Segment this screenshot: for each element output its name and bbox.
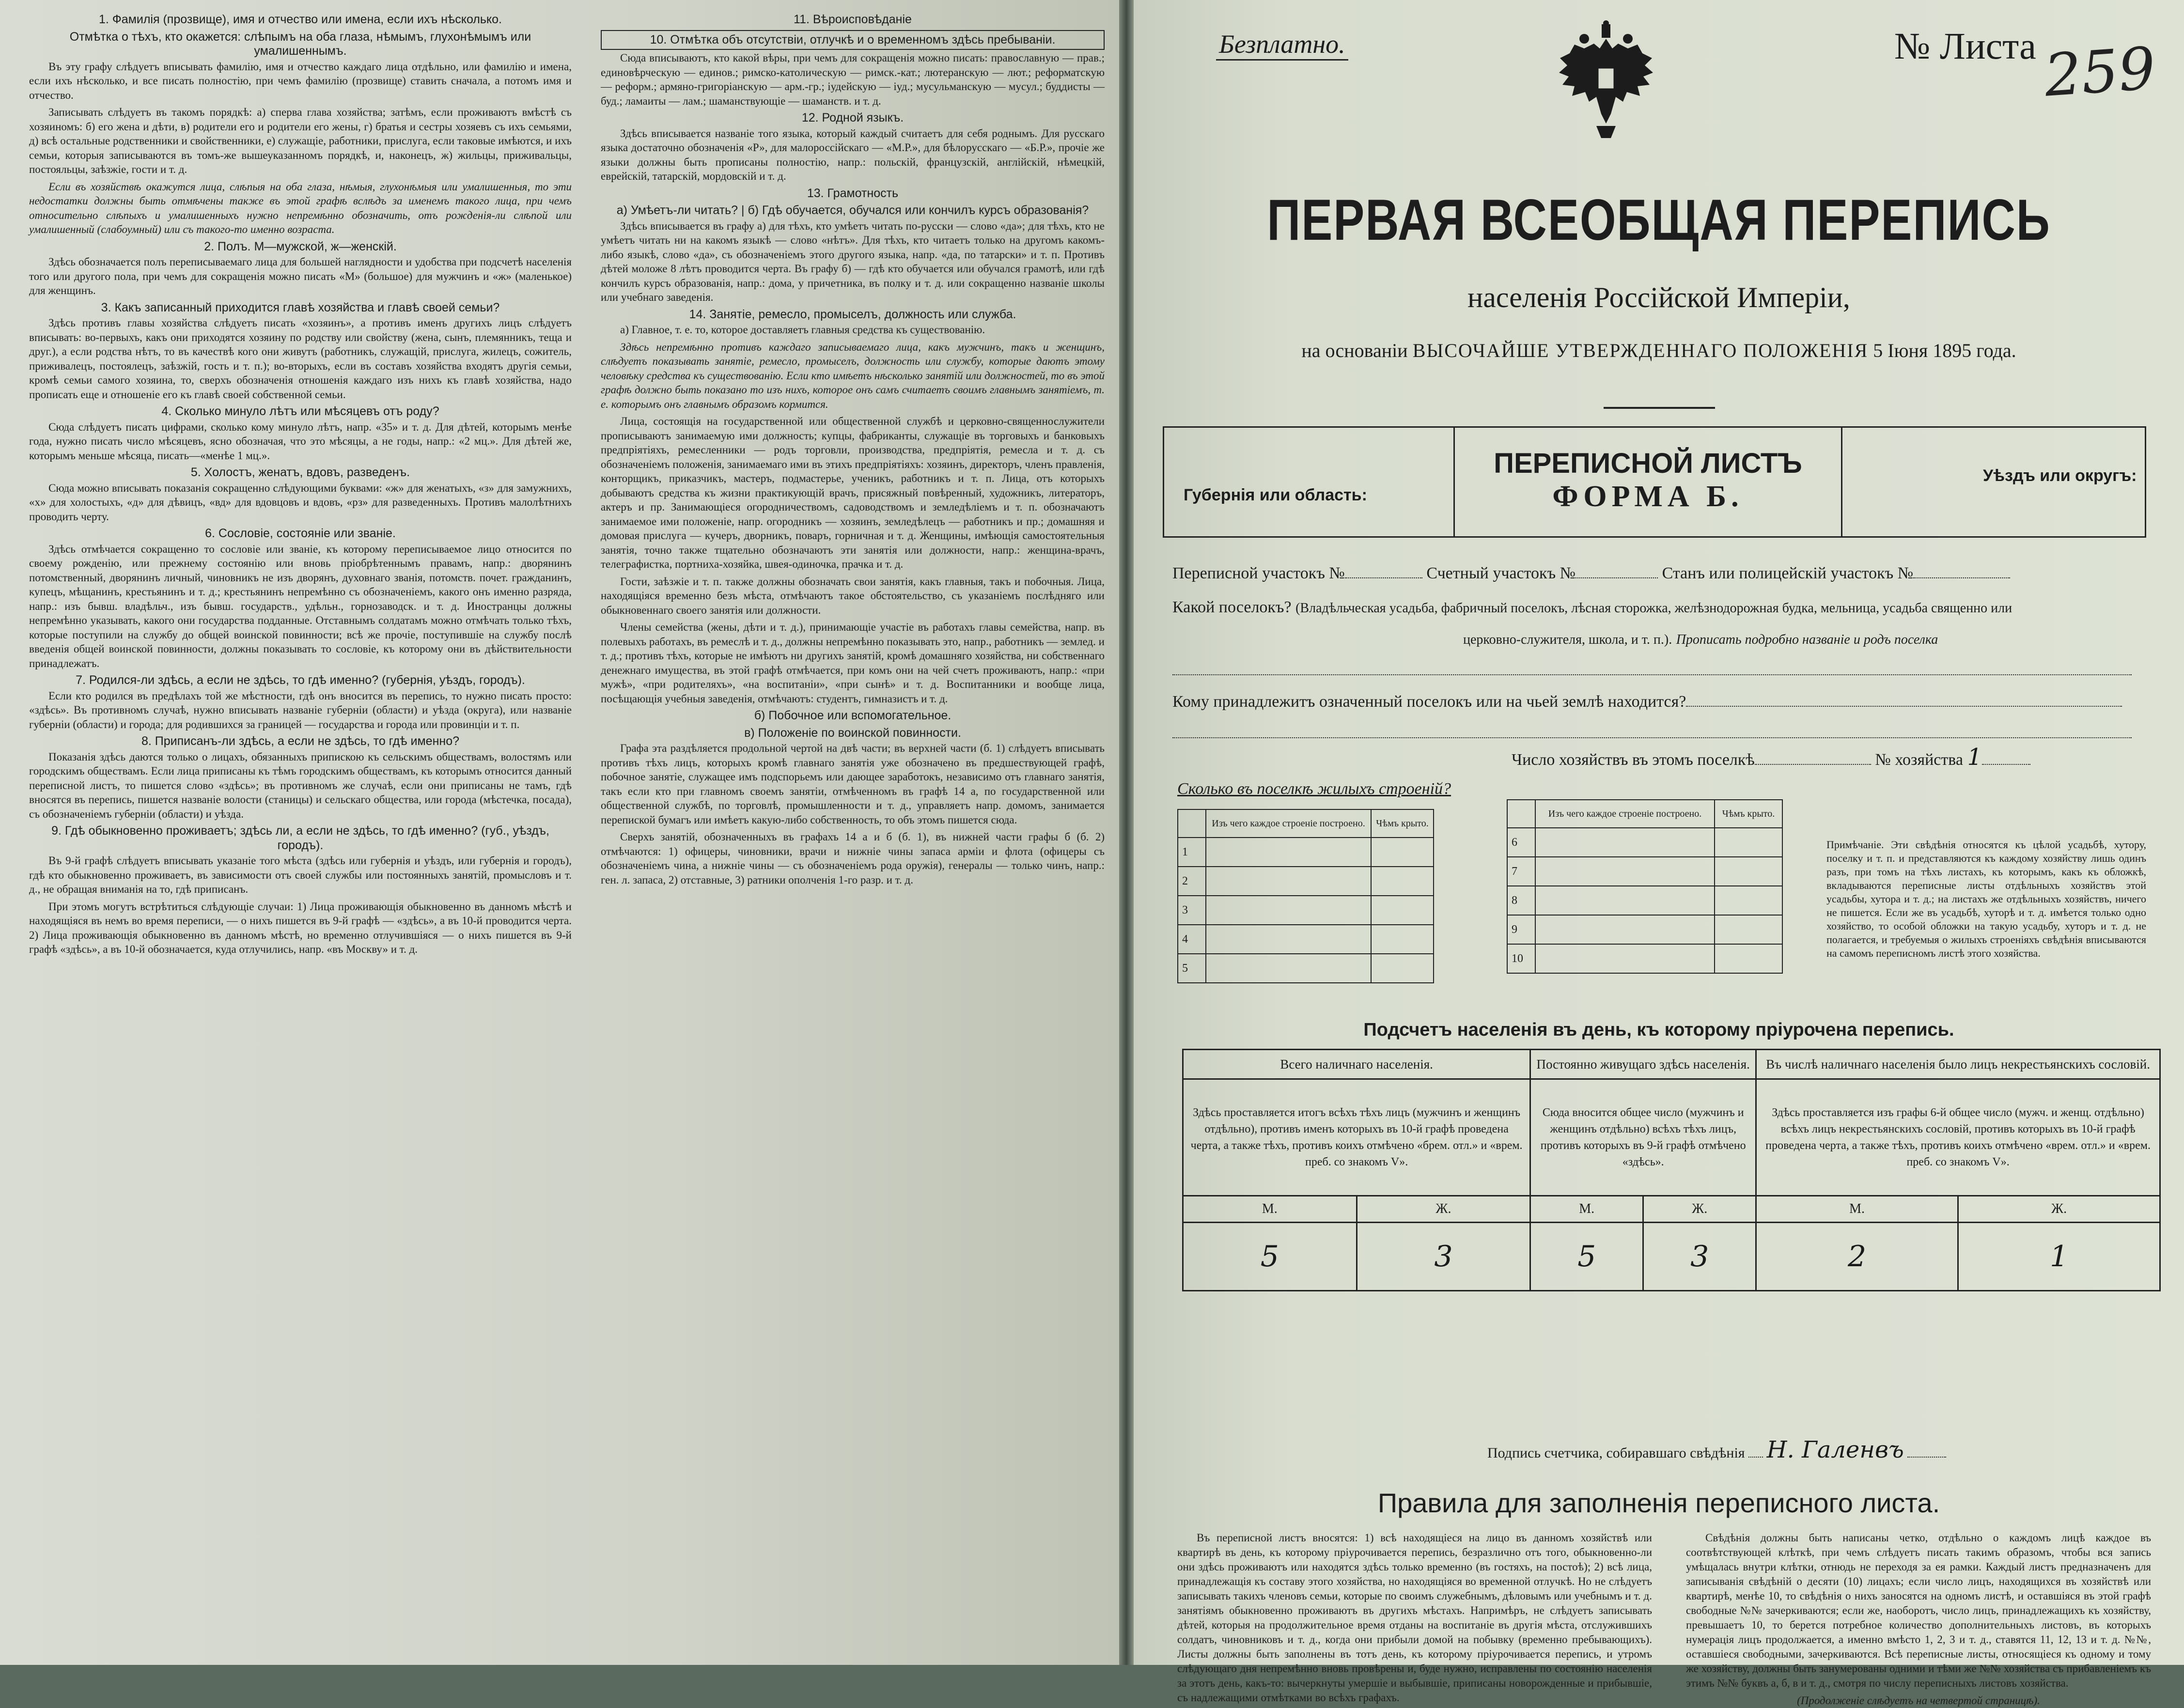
male-count-handwritten: 2 — [1848, 1240, 1867, 1273]
households-row: Число хозяйствъ въ этомъ поселкѣ № хозяйства 1 — [1512, 744, 2030, 771]
male-count-handwritten: 5 — [1260, 1240, 1279, 1273]
female-count-handwritten: 3 — [1690, 1240, 1709, 1273]
instruction-paragraph: Сверхъ занятій, обозначенныхъ въ графахъ 14 а и б (б. 1), въ нижней части графы б (б. 2) отмѣчаются: 1) офицеры, чиновники, врачи и нижніе чины запаса армiи и флота (офицеры съ обозначеніемъ чина, а нижніе чины — съ обозначеніемъ рода оружія), генералы — только чинъ, напр.: ген. л. запаса, 2) отставные, 3) ратники ополченія 1-го разр. и т. д. — [601, 831, 1105, 886]
absence-note-box: 10. Отмѣтка объ отсутствіи, отлучкѣ и о временномъ здѣсь пребываніи. — [601, 30, 1105, 50]
male-column-label: М. — [1530, 1196, 1643, 1223]
location-fields-row: Переписной участокъ № Счетный участокъ № Станъ или полицейскій участокъ № — [1172, 564, 2010, 583]
instructions-column-2 — [601, 10, 1105, 890]
female-column-label: Ж. — [1958, 1196, 2160, 1223]
section-title: 4. Сколько минуло лѣтъ или мѣсяцевъ отъ роду? — [161, 404, 439, 418]
instruction-paragraph: Здѣсь вписывается въ графу а) для тѣхъ, кто умѣетъ читать по-русски — слово «да»; для тѣхъ, кто не умѣетъ читать ни на какомъ языкѣ — слово «нѣтъ». Для тѣхъ, кто читаетъ только на другомъ какомъ-либо языкѣ, слово «да», съ обозначеніемъ этого другого языка, напр. «да, по татарски» и т. п. Противъ дѣтей моложе 8 лѣтъ проводится черта. Въ графу б) — гдѣ кто обучается или обучался грамотѣ, или гдѣ кончилъ курсъ образованія, напр.: дома, у причетника, въ полку и т. д. или сокращенно названіе школы или учебнаго заведенія. — [601, 219, 1105, 303]
count-column-description: Здѣсь проставляется изъ графы 6-й общее число (мужч. и женщ. отдѣльно) всѣхъ лицъ некрестьянскихъ сословій, противъ которыхъ въ 10-й графѣ проведена черта, а также тѣхъ, противъ коихъ отмѣчено «врем. отл.» и «врем. преб. со знакомъ V». — [1756, 1079, 2160, 1196]
instruction-paragraph: Графа эта раздѣляется продольной чертой на двѣ части; въ верхней части (б. 1) слѣдуетъ вписывать противъ тѣхъ лицъ, которыхъ кромѣ главнаго занятія уже обозначено въ предшествующей графѣ, побочное занятіе, служащее имъ подспорьемъ или дающее заработокъ, независимо отъ главнаго занятія, такъ если кто при главномъ своемъ занятіи, отмѣченномъ въ графѣ 14 а, по государственной или общественной службѣ, по торговлѣ, промышленности и т. д., управляетъ напр. домомъ, занимается перепиской бумагъ или имѣетъ какую-либо собственность, то объ этомъ пишется сюда. — [601, 742, 1105, 826]
instructions-column-1 — [29, 10, 572, 960]
female-count-handwritten: 1 — [2049, 1240, 2069, 1273]
buildings-remark: Примѣчаніе. Эти свѣдѣнія относятся къ цѣлой усадьбѣ, хутору, поселку и т. п. и представляются къ каждому хозяйству лишь одинъ разъ, при томъ на тѣхъ листахъ, къ которымъ, какъ къ обложкѣ, вкладываются переписные листы отдѣльныхъ хозяйствъ этой усадьбы, хутора и т. д.; на листахъ же отдѣльныхъ хозяйствъ, ничего не пишется. Если же въ усадьбѣ, хуторѣ и т. д. имѣется только одно хозяйство, то особой обложки на такую усадьбу, хуторъ и т. д. не полагается, и требуемыя о жилыхъ строеніяхъ свѣдѣнія вписываются на самомъ переписномъ листѣ этого хозяйства. — [1826, 838, 2146, 959]
form-header-box — [1163, 426, 2146, 538]
population-count-table — [1182, 1049, 2161, 1291]
count-column-description: Сюда вносится общее число (мужчинъ и женщинъ отдѣльно) всѣхъ тѣхъ лицъ, противъ которыхъ въ 9-й графѣ отмѣчено «здѣсь». — [1530, 1079, 1756, 1196]
count-column-header: Въ числѣ наличнаго населенія было лицъ некрестьянскихъ сословій. — [1756, 1050, 2160, 1079]
section-title: Отмѣтка о тѣхъ, кто окажется: слѣпымъ на оба глаза, нѣмымъ, глухонѣмымъ или умалишеннымъ. — [69, 30, 531, 58]
building-row: 2 — [1178, 867, 1434, 896]
settlement-blank-row — [1172, 661, 2132, 680]
instruction-paragraph: Здѣсь противъ главы хозяйства слѣдуетъ писать «хозяинъ», а противъ именъ другихъ лицъ слѣдуетъ вписывать: во-первыхъ, какъ они приходятся хозяину по родству или свойству (жена, сынъ, племянникъ, теща и друг.), а если родства нѣтъ, то въ качествѣ кого они живутъ (работникъ, служащій, прислуга, жилецъ, сожитель, приживалецъ, постоялецъ, заѣзжій, гость и т. п.); во-вторыхъ, если въ составъ хозяйства входятъ другія семьи, кромѣ семьи самого хозяина, то, сверхъ обозначенія отношенія каждаго изъ нихъ къ главѣ хозяйства, надо прописать еще и отношеніе его къ главѣ своей собственной семьи. — [29, 317, 572, 401]
instruction-paragraph: Показанія здѣсь даются только о лицахъ, обязанныхъ припискою къ сельскимъ обществамъ, волостямъ или городскимъ обществамъ. Если лица приписаны къ тѣмъ городскимъ обществамъ, къ которымъ относится данный переписной листъ, то пишется слово «здѣсь»; въ противномъ же случаѣ, если они приписаны не тамъ, гдѣ вносятся въ перепись, пишется названіе волости (станицы) и сельскаго общества, или города (мѣстечка, посада), съ обозначеніемъ губерніи (области) и уѣзда. — [29, 750, 572, 820]
settlement-type-row-2: церковно-служителя, школа, и т. п.). Прописать подробно названіе и родъ поселка — [1463, 632, 1938, 647]
instruction-paragraph: Если въ хозяйствѣ окажутся лица, слѣпыя на оба глаза, нѣмыя, глухонѣмыя или умалишенныя, то эти недостатки должны быть отмѣчены также въ этой графѣ вслѣдъ за именемъ такого лица, при чемъ относительно слѣпыхъ и умалишенныхъ нужно непремѣнно обозначить, отъ рожденія-ли слѣпой или умалишенный (слабоумный) или съ такого-то именно возраста. — [29, 180, 572, 235]
building-row: 1 — [1178, 838, 1434, 867]
building-row: 10 — [1507, 944, 1782, 973]
count-column-header: Постоянно живущаго здѣсь населенія. — [1530, 1050, 1756, 1079]
building-row: 4 — [1178, 925, 1434, 954]
census-form-page — [1134, 0, 2184, 1707]
section-title: б) Побочное или вспомогательное. — [754, 709, 952, 722]
section-title: 6. Сословіе, состояніе или званіе. — [205, 527, 396, 540]
census-subtitle: населенія Россійской Имперіи, — [1467, 281, 1850, 313]
section-title: 2. Полъ. М—мужской, ж—женскій. — [204, 239, 397, 253]
section-title: 11. Вѣроисповѣданіе — [794, 13, 912, 26]
building-row: 9 — [1507, 915, 1782, 944]
section-title: 7. Родился-ли здѣсь, а если не здѣсь, то гдѣ именно? (губернія, уѣздъ, городъ). — [76, 673, 525, 687]
section-title: 5. Холостъ, женатъ, вдовъ, разведенъ. — [190, 466, 410, 479]
land-owner-row: Кому принадлежитъ означенный поселокъ или на чьей землѣ находится? — [1172, 693, 2122, 711]
section-title: 1. Фамилія (прозвище), имя и отчество или имена, если ихъ нѣсколько. — [98, 13, 502, 26]
building-row: 6 — [1507, 828, 1782, 857]
rules-column-left: Въ переписной листъ вносятся: 1) всѣ находящіеся на лицо въ данномъ хозяйствѣ или квартирѣ въ день, къ которому пріурочивается перепись, безразлично отъ того, обыкновенно-ли они здѣсь проживаютъ или находятся здѣсь только временно (въ гостяхъ, на постоѣ); 2) всѣ лица, принадлежащія къ составу этого хозяйства, но находящіяся во временной отлучкѣ. Но не слѣдуетъ записывать такихъ членовъ семьи, которые по своимъ служебнымъ, дѣловымъ или учебнымъ и т. д. занятіямъ обыкновенно проживаютъ въ другихъ мѣстахъ. Напримѣръ, не слѣдуетъ записывать дѣтей, которыя на продолжительное время отданы на воспитаніе въ другія мѣста, отслужившихъ солдатъ, чиновниковъ и т. д., когда они прибыли домой на побывку (временно пребывающихъ). Листы должны быть заполнены въ тотъ день, къ которому пріурочивается перепись, и утромъ слѣдующаго дня непремѣнно вновь провѣрены и, буде нужно, исправлены по состоянію населенія за этотъ день, какъ-то: вычеркнуты умершіе и выбывшіе, приписаны новорожденные и прибывшіе, съ надлежащими отмѣтками во всѣхъ графахъ. — [1177, 1532, 1652, 1704]
province-label: Губернія или область: — [1184, 486, 1367, 504]
instruction-paragraph: Лица, состоящія на государственной или общественной службѣ и церковно-священнослужители прописываютъ занимаемую ими должность; купцы, фабриканты, служащіе въ торговыхъ и банковыхъ предпріятіяхъ, ремесленники — родъ торговли, производства, предпріятія, ремесла и т. д. съ обозначеніемъ положенія, занимаемаго ими въ этихъ предпріятіяхъ: хозяинъ, директоръ, членъ правленія, конторщикъ, приказчикъ, мастеръ, подмастерье, ученикъ, работникъ и т. п. Лица, отъ которыхъ добываютъ средства къ жизни практикующій врачъ, присяжный повѣренный, художникъ, литераторъ, актеръ и пр. Занимающіеся огородничествомъ, садоводствомъ и земледѣліемъ и т. п. обозначаютъ занимаемое ими положеніе, напр. огородникъ — хозяинъ, земледѣлецъ — работникъ и пр.; домашняя и домовая прислуга — кучеръ, дворникъ, поваръ, горничная и т. д. Женщины, имѣющія самостоятельныя занятія, точно также тщательно обозначаютъ эти занятія или должности, напр.: женщина-врачъ, телеграфистка, портниха-хозяйка, швея-одиночка, прачка и т. д. — [601, 415, 1105, 570]
form-name: ФОРМА Б. — [1552, 480, 1744, 513]
instruction-paragraph: а) Главное, т. е. то, которое доставляетъ главныя средства къ существованію. — [620, 324, 985, 336]
settlement-type-row: Какой поселокъ? (Владѣльческая усадьба, фабричный поселокъ, лѣсная сторожка, желѣзнодорожная будка, мельница, усадьба священно или — [1172, 598, 2012, 616]
instruction-paragraph: Здѣсь обозначается полъ переписываемаго лица для большей наглядности и удобства при подсчетѣ населенія того или другого пола, при чемъ для сокращенія можно писать «М» (большое) для мужчинъ и «ж» (маленькое) для женщинъ. — [29, 256, 572, 296]
building-row: 8 — [1507, 886, 1782, 915]
instruction-paragraph: Здѣсь непремѣнно противъ каждаго записываемаго лица, какъ мужчинъ, такъ и женщинъ, слѣдуетъ показывать занятіе, ремесло, промыселъ, должность или службу, которые даютъ этому человѣку средства къ существованію. Если кто имѣетъ нѣсколько занятій или должностей, то въ этой графѣ должно быть показано то изъ нихъ, которое онъ самъ считаетъ своимъ главнымъ занятіемъ, т. е. которымъ онъ главнымъ образомъ кормится. — [601, 341, 1105, 410]
section-title: 9. Гдѣ обыкновенно проживаетъ; здѣсь ли, а если не здѣсь, то гдѣ именно? (губ., уѣздъ, городъ). — [51, 824, 549, 852]
form-heading-cell — [1455, 428, 1842, 536]
section-title: в) Положеніе по воинской повинности. — [744, 726, 961, 740]
instruction-paragraph: Въ эту графу слѣдуетъ вписывать фамилію, имя и отчество каждаго лица отдѣльно, или фамилію и имена, если ихъ нѣсколько, и все писать полностію, при чемъ фамилію (прозвище) ставить сначала, а потомъ имя и отчество. — [29, 60, 572, 101]
section-title: 14. Занятіе, ремесло, промыселъ, должность или служба. — [689, 307, 1016, 321]
building-row: 5 — [1178, 954, 1434, 983]
female-count-handwritten: 3 — [1434, 1240, 1453, 1273]
male-column-label: М. — [1183, 1196, 1357, 1223]
male-column-label: М. — [1756, 1196, 1958, 1223]
instruction-paragraph: Гости, заѣзжіе и т. п. также должны обозначать свои занятія, какъ главныя, такъ и побочныя. Лица, находящіяся временно безъ мѣста, отмѣчаютъ такое обстоятельство, съ указаніемъ послѣдняго или обыкновеннаго своего занятія или должности. — [601, 575, 1105, 616]
form-heading: ПЕРЕПИСНОЙ ЛИСТЪ — [1494, 448, 1802, 479]
book-spine — [1119, 0, 1134, 1665]
enumerator-signature-row: Подпись счетчика, собиравшаго свѣдѣнія Н. Галенвъ — [1487, 1436, 1946, 1463]
section-title: 3. Какъ записанный приходится главѣ хозяйства и главѣ своей семьи? — [101, 300, 500, 314]
sheet-number-handwritten: 259 — [2042, 35, 2158, 110]
building-row: 7 — [1507, 857, 1782, 886]
instruction-paragraph: Записывать слѣдуетъ въ такомъ порядкѣ: а) сперва глава хозяйства; затѣмъ, если проживаютъ вмѣстѣ съ хозяиномъ: б) его жена и дѣти, в) родители его и родители его жены, г) братья и сестры хозяевъ съ ихъ семьями, д) всѣ остальные родственники и свойственники, е) служащіе, работники, прислуга, если таковые имѣются, и ихъ семьи, которыя записываются въ томъ-же вышеуказанномъ порядкѣ, и, наконецъ, ж) жильцы, приживальцы, постояльцы, заѣзжіе, гости и т. д. — [29, 106, 572, 175]
census-title: ПЕРВАЯ ВСЕОБЩАЯ ПЕРЕПИСЬ — [1267, 187, 2051, 253]
province-cell — [1164, 428, 1455, 536]
district-label: Уѣздъ или округъ: — [1983, 466, 2137, 485]
sheet-number-label: № Листа — [1894, 25, 2036, 67]
household-number-handwritten: 1 — [1967, 744, 1982, 771]
female-column-label: Ж. — [1357, 1196, 1530, 1223]
instruction-paragraph: а) Умѣетъ-ли читать? | б) Гдѣ обучается, обучался или кончилъ курсъ образованія? — [616, 203, 1089, 217]
instructions-page — [0, 0, 1119, 1665]
buildings-table-left: Изъ чего каждое строеніе построено. Чѣмъ крыто. 1 2 3 4 5 — [1177, 809, 1434, 983]
land-owner-blank-row — [1172, 724, 2132, 743]
male-count-handwritten: 5 — [1577, 1240, 1596, 1273]
instruction-paragraph: Здѣсь отмѣчается сокращенно то сословіе или званіе, къ которому переписываемое лицо относится по своему рожденію, или прежнему состоянію или вновь пріобрѣтеннымъ правамъ, напр.: дворянинъ потомственный, дворянинъ личный, чиновникъ не изъ дворянъ, духовнаго званія, потомств. почет. гражданинъ, купецъ, мѣщанинъ, крестьянинъ и т. д.; крестьянинъ непремѣнно съ обозначеніемъ, какого онъ именно разряда, напр.: изъ бывш. владѣльч., изъ бывш. государств., удѣльн., горнозаводск. и т. д. Иностранцы должны непремѣнно указывать, какого они государства подданные. Отставнымъ солдатамъ можно отмѣчать только тѣхъ, которые поступили на службу до общей воинской повинности; всѣ же прочіе, поступившіе на службу послѣ введенія общей воинской повинности, должны показывать то сословіе, къ которому они въ дѣйствительности принадлежатъ. — [29, 543, 572, 669]
rules-title: Правила для заполненія переписного листа. — [1377, 1488, 1940, 1518]
district-cell — [1842, 428, 2148, 536]
buildings-question: Сколько въ поселкѣ жилыхъ строеній? — [1177, 780, 1451, 798]
female-column-label: Ж. — [1643, 1196, 1756, 1223]
instruction-paragraph: При этомъ могутъ встрѣтиться слѣдующіе случаи: 1) Лица проживающія обыкновенно въ данномъ мѣстѣ и находящіяся въ немъ во время переписи, — о нихъ пишется въ 9-й графѣ — «здѣсь», а въ 10-й проводится черта. 2) Лица проживающія обыкновенно въ данномъ мѣстѣ, но временно отлучившіяся — о нихъ пишется въ 9-й графѣ «здѣсь», а въ 10-й обозначается, куда отлучились, напр. «въ Москву» и т. д. — [29, 900, 572, 955]
free-of-charge-label: Безплатно. — [1216, 29, 1348, 61]
count-column-description: Здѣсь проставляется итогъ всѣхъ тѣхъ лицъ (мужчинъ и женщинъ отдѣльно), противъ именъ которыхъ въ 10-й графѣ проведена черта, а также тѣхъ, противъ коихъ отмѣчено «брем. отл.» и «врем. преб. со знакомъ V». — [1183, 1079, 1530, 1196]
population-count-title: Подсчетъ населенія въ день, къ которому пріурочена перепись. — [1363, 1020, 1954, 1040]
instruction-paragraph: Сюда вписываютъ, кто какой вѣры, при чемъ для сокращенія можно писать: православную — прав.; единовѣрческую — единов.; римско-католическую — римск.-кат.; лютеранскую — лют.; реформатскую — реформ.; армяно-григоріанскую — арм.-гр.; іудейскую — іуд.; мусульманскую — мусул.; буддисты — буд.; ламаиты — лам.; шаманствующіе — шаманств. и т. д. — [601, 52, 1105, 107]
instruction-paragraph: Въ 9-й графѣ слѣдуетъ вписывать указаніе того мѣста (здѣсь или губернія и уѣздъ, или губернія и городъ), гдѣ кто обыкновенно проживаетъ, въ зависимости отъ своей службы или постоянныхъ занятій, промысловъ и т. д., не обращая вниманія на то, гдѣ приписанъ. — [29, 854, 572, 895]
section-title: 8. Приписанъ-ли здѣсь, а если не здѣсь, то гдѣ именно? — [141, 734, 460, 748]
buildings-table-right: Изъ чего каждое строеніе построено. Чѣмъ крыто. 6 7 8 9 10 — [1507, 799, 1783, 974]
title-divider — [1604, 407, 1715, 409]
instruction-paragraph: Члены семейства (жены, дѣти и т. д.), принимающіе участіе въ работахъ главы семейства, напр. въ полевыхъ работахъ, въ ремеслѣ и т. д., должны непремѣнно показывать это, напр., работникъ — землед. и т. д.; противъ тѣхъ, которые не имѣютъ ни другихъ занятій, кромѣ домашняго хозяйства, ни собственнаго денежнаго имущества, въ этой графѣ отмѣчается, при комъ они на чей счетъ проживаютъ, напр.: «при мужѣ», «при родителяхъ», «на воспитаніи», «при сынѣ» и т. д. Воспитанники и вообще лица, посѣщающія учебныя заведенія, отмѣчаютъ: студентъ, гимназистъ и т. д. — [601, 621, 1105, 705]
building-row: 3 — [1178, 896, 1434, 925]
double-headed-eagle-emblem — [1555, 19, 1657, 140]
legal-basis-line: на основаніи ВЫСОЧАЙШЕ УТВЕРЖДЕННАГО ПОЛОЖЕНІЯ 5 Іюня 1895 года. — [1301, 340, 2016, 361]
section-title: 12. Родной языкъ. — [801, 111, 904, 124]
section-title: 13. Грамотность — [807, 186, 899, 200]
enumerator-signature: Н. Галенвъ — [1766, 1436, 1904, 1463]
instruction-paragraph: Если кто родился въ предѣлахъ той же мѣстности, гдѣ онъ вносится въ перепись, то нужно писать просто: «здѣсь». Въ противномъ случаѣ, нужно вписывать названіе губерніи (области) и уѣзда (округа), или названіе губерніи (области) и города; для родившихся за границей — государства и города или провинціи и т. п. — [29, 689, 572, 730]
instruction-paragraph: Здѣсь вписывается названіе того языка, который каждый считаетъ для себя роднымъ. Для русскаго языка достаточно обозначенія «Р», для малороссійскаго — «М.Р.», для бѣлорусскаго — «Б.Р.», прочіе же языки должны быть прописаны полностію, напр.: польскій, французскій, англійскій, нѣмецкій, еврейскій, татарскій, мордовскій и т. д. — [601, 127, 1105, 182]
continued-note: (Продолженіе слѣдуетъ на четвертой страницѣ). — [1797, 1694, 2040, 1707]
count-column-header: Всего наличнаго населенія. — [1183, 1050, 1530, 1079]
instruction-paragraph: Сюда можно вписывать показанія сокращенно слѣдующими буквами: «ж» для женатыхъ, «з» для замужнихъ, «х» для холостыхъ, «д» для дѣвицъ, «вд» для вдовцовъ и вдовъ, «рз» для разведенныхъ. Противъ малолѣтнихъ проводить черту. — [29, 481, 572, 523]
instruction-paragraph: Сюда слѣдуетъ писать цифрами, сколько кому минуло лѣтъ, напр. «35» и т. д. Для дѣтей, которымъ менѣе года, нужно писать число мѣсяцевъ, ясно обозначая, что это мѣсяцы, а не годы, напр.: «2 мц.». Для дѣтей же, которымъ меньше мѣсяца, писать—«менѣе 1 мц.». — [29, 420, 572, 462]
rules-column-right: Свѣдѣнія должны быть написаны четко, отдѣльно о каждомъ лицѣ каждое въ соотвѣтствующей клѣткѣ, при чемъ слѣдуетъ писать такимъ образомъ, чтобы вся запись умѣщалась внутри клѣтки, отнюдь не переходя за ея рамки. Каждый листъ предназначенъ для записыванія свѣдѣній о десяти (10) лицахъ; если число лицъ, находящихся въ хозяйствѣ или квартирѣ, менѣе 10, то свѣдѣнія о нихъ заносятся на одномъ листѣ, и оставшіяся въ этой графѣ свободные №№ зачеркиваются; если же, наоборотъ, число лицъ, принадлежащихъ къ хозяйству, превышаетъ 10, то берется потребное количество дополнительныхъ листовъ, въ которыхъ нумерація лицъ продолжается, а именно вмѣсто 1, 2, 3 и т. д., ставятся 11, 12, 13 и т. д. №№, оставшіеся свободными, зачеркиваются. Всѣ переписные листы, относящіеся къ одному и тому же хозяйству, должны быть занумерованы одними и тѣми же №№ хозяйства съ прибавленіемъ къ этимъ №№ буквъ а, б, в и т. д., смотря по числу переписныхъ листовъ хозяйства. (Продолженіе слѣдуетъ на четвертой страницѣ). — [1686, 1531, 2151, 1708]
